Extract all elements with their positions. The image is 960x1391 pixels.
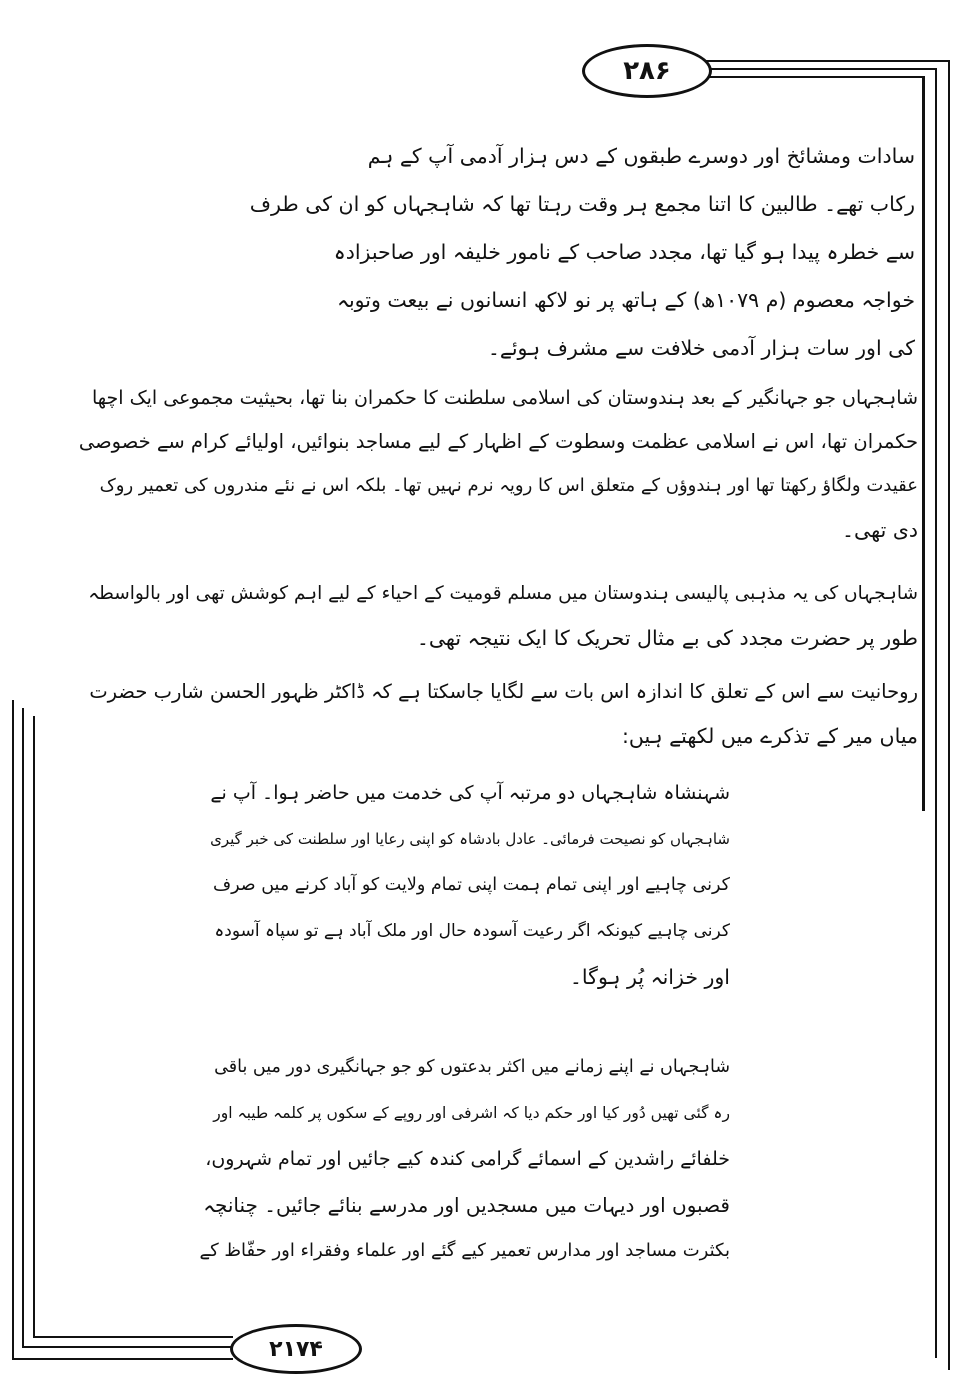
text-line: اور خزانہ پُر ہوگا۔ (569, 965, 730, 989)
bottom-page-number: ۲۱۷۴ (230, 1324, 362, 1374)
text-line: شاہجہاں نے اپنے زمانے میں اکثر بدعتوں کو جو جہانگیری دور میں باقی (214, 1057, 730, 1077)
quotation-mian-mir (200, 770, 730, 1000)
text-line: رکاب تھے۔ طالبین کا اتنا مجمع ہر وقت رہتا تھا کہ شاہجہاں کو ان کی طرف (249, 192, 915, 216)
frame-rule-bottom-2 (22, 1346, 233, 1348)
text-line: سادات ومشائخ اور دوسرے طبقوں کے دس ہزار آدمی آپ کے ہم (367, 144, 915, 168)
text-line: بکثرت مساجد اور مدارس تعمیر کیے گئے اور علماء وفقراء اور حفّاظ کے (199, 1240, 730, 1261)
text-line: کرنی چاہیے کیونکہ اگر رعیت آسودہ حال اور ملک آباد ہے تو سپاہ آسودہ (214, 921, 730, 941)
frame-rule-left-outer (12, 700, 14, 1360)
text-line: شہنشاہ شاہجہاں دو مرتبہ آپ کی خدمت میں حاضر ہوا۔ آپ نے (210, 782, 730, 804)
text-line: خلفائے راشدین کے اسمائے گرامی کندہ کیے جائیں اور تمام شہروں، (205, 1148, 730, 1170)
frame-rule-left-inner (33, 716, 35, 1336)
frame-rule-top-3 (700, 76, 925, 78)
frame-rule-top-2 (700, 68, 937, 70)
text-line: کی اور سات ہزار آدمی خلافت سے مشرف ہوئے۔ (487, 336, 915, 360)
text-line: دی تھی۔ (842, 518, 918, 542)
text-line: حکمران تھا، اس نے اسلامی عظمت وسطوت کے اظہار کے لیے مساجد بنوائیں، اولیائے کرام سے خصوصی (78, 430, 918, 453)
text-line: رہ گئی تھیں دُور کیا اور حکم دیا کہ اشرفی اور روپے کے سکوں پر کلمہ طیبہ اور (213, 1104, 730, 1122)
text-line: عقیدت ولگاؤ رکھتا تھا اور ہندوؤں کے متعلق اس کا رویہ نرم نہیں تھا۔ بلکہ اس نے نئے مندروں کی تعمیر روک (99, 475, 918, 496)
paragraph-policy (78, 572, 918, 660)
top-page-number: ۲۸۶ (582, 44, 712, 98)
frame-rule-right-inner (922, 76, 925, 811)
text-line: شاہجہاں کو نصیحت فرمائی۔ عادل بادشاہ کو اپنی رعایا اور سلطنت کی خبر گیری (210, 830, 730, 848)
text-line: قصبوں اور دیہات میں مسجدیں اور مدرسے بنائے جائیں۔ چنانچہ (203, 1193, 730, 1217)
text-line: شاہجہاں جو جہانگیر کے بعد ہندوستان کی اسلامی سلطنت کا حکمران بنا تھا، بحیثیت مجموعی ایک اچھا (92, 387, 918, 409)
paragraph-shahjahan-ruler (78, 376, 918, 552)
frame-rule-bottom-3 (12, 1358, 233, 1360)
paragraph-spirituality (78, 670, 918, 758)
frame-rule-top-1 (700, 60, 950, 62)
text-line: میاں میر کے تذکرے میں لکھتے ہیں: (621, 724, 918, 748)
text-line: سے خطرہ پیدا ہو گیا تھا، مجدد صاحب کے نامور خلیفہ اور صاحبزادہ (333, 240, 915, 264)
frame-rule-right-mid (935, 68, 937, 1358)
text-line: طور پر حضرت مجدد کی بے مثال تحریک کا ایک نتیجہ تھی۔ (416, 626, 918, 650)
quotation-reforms (200, 1044, 730, 1274)
frame-rule-bottom-1 (33, 1336, 233, 1338)
text-line: روحانیت سے اس کے تعلق کا اندازہ اس بات سے لگایا جاسکتا ہے کہ ڈاکٹر ظہور الحسن شارب حضرت (89, 680, 918, 703)
text-line: شاہجہاں کی یہ مذہبی پالیسی ہندوستان میں مسلم قومیت کے احیاء کے لیے اہم کوشش تھی اور بالواسطہ (88, 583, 918, 604)
frame-rule-right-outer (948, 60, 950, 1370)
paragraph-intro (195, 132, 915, 372)
text-line: خواجہ معصوم (م ۱۰۷۹ھ) کے ہاتھ پر نو لاکھ انسانوں نے بیعت وتوبہ (336, 288, 915, 312)
text-line: کرنی چاہیے اور اپنی تمام ہمت اپنی تمام ولایت کو آباد کرنے میں صرف (213, 875, 730, 895)
frame-rule-left-mid (22, 708, 24, 1348)
